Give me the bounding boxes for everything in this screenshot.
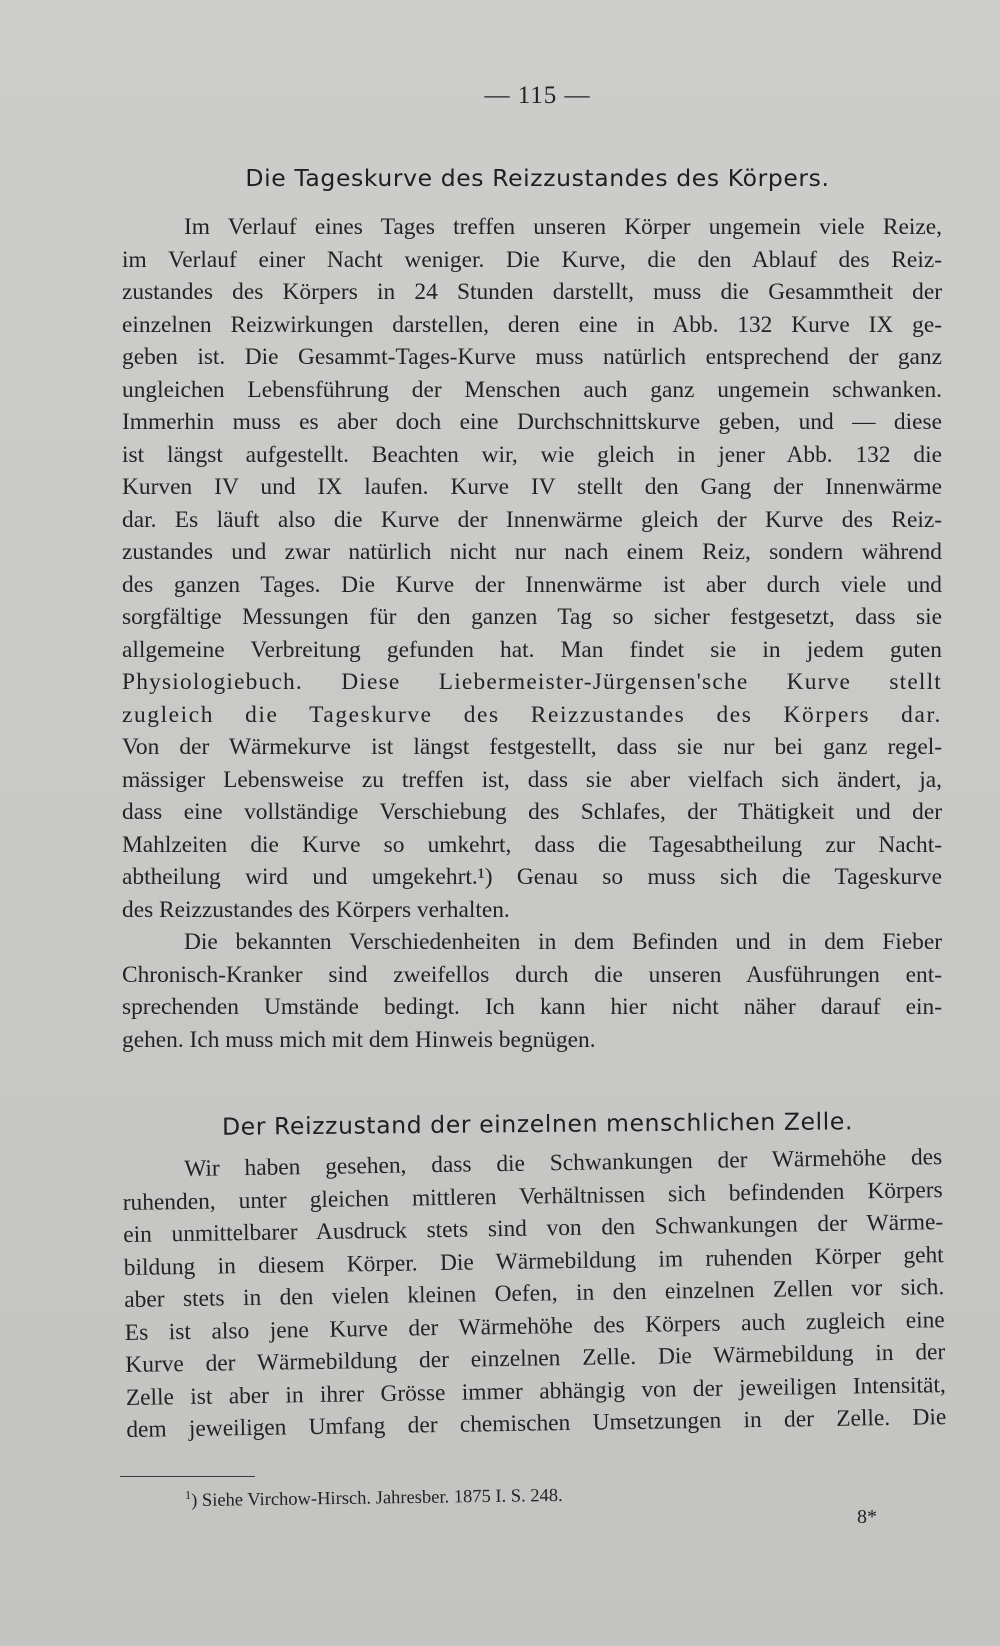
text-line: Mahlzeiten die Kurve so umkehrt, dass die Tagesabtheilung zur Nacht- xyxy=(122,831,942,858)
text-line: ungleichen Lebensführung der Menschen auch ganz ungemein schwanken. xyxy=(122,376,942,403)
footnote-text: ) Siehe Virchow-Hirsch. Jahresber. 1875 I. S. 248. xyxy=(191,1485,563,1512)
footnote-marker: 1 xyxy=(185,1487,192,1502)
section-text-tageskurve xyxy=(122,211,942,1056)
text-line: geben ist. Die Gesammt-Tages-Kurve muss natürlich entsprechend der ganz xyxy=(122,344,942,370)
text-line: einzelnen Reizwirkungen darstellen, deren eine in Abb. 132 Kurve IX ge- xyxy=(122,311,942,338)
text-line: Kurven IV und IX laufen. Kurve IV stellt den Gang der Innenwärme xyxy=(122,474,942,500)
text-line: des ganzen Tages. Die Kurve der Innenwärme ist aber durch viele und xyxy=(122,571,942,598)
footnote-divider xyxy=(120,1476,255,1477)
text-line: Kurve der Wärmebildung der einzelnen Zelle. Die Wärmebildung in der xyxy=(125,1339,946,1378)
text-line: ist längst aufgestellt. Beachten wir, wie gleich in jener Abb. 132 die xyxy=(122,441,942,468)
text-line: dar. Es läuft also die Kurve der Innenwärme gleich der Kurve des Reiz- xyxy=(122,506,942,533)
text-line: Zelle ist aber in ihrer Grösse immer abhängig von der jeweiligen Intensität, xyxy=(125,1371,946,1411)
text-line: allgemeine Verbreitung gefunden hat. Man findet sie in jedem guten xyxy=(122,636,942,663)
text-line: Physiologiebuch. Diese Liebermeister-Jürgensen'sche Kurve stellt xyxy=(122,669,942,695)
text-line: bildung in diesem Körper. Die Wärmebildung im ruhenden Körper geht xyxy=(123,1241,944,1281)
text-line: dass eine vollständige Verschiebung des Schlafes, der Thätigkeit und der xyxy=(122,799,942,825)
text-line: ruhenden, unter gleichen mittleren Verhältnissen sich befindenden Körpers xyxy=(122,1176,943,1216)
text-line: ein unmittelbarer Ausdruck stets sind von den Schwankungen der Wärme- xyxy=(123,1209,944,1248)
footnote xyxy=(185,1483,563,1512)
text-line: gehen. Ich muss mich mit dem Hinweis begnügen. xyxy=(122,1026,596,1053)
text-line: Von der Wärmekurve ist längst festgestellt, dass sie nur bei ganz regel- xyxy=(122,734,942,760)
text-line: Es ist also jene Kurve der Wärmehöhe des Körpers auch zugleich eine xyxy=(124,1306,945,1346)
text-line: Die bekannten Verschiedenheiten in dem Befinden und in dem Fieber xyxy=(184,929,942,955)
text-line: zustandes des Körpers in 24 Stunden darstellt, muss die Gesammtheit der xyxy=(122,279,942,305)
text-line: Chronisch-Kranker sind zweifellos durch die unseren Ausführungen ent- xyxy=(122,961,942,988)
text-line: mässiger Lebensweise zu treffen ist, dass sie aber vielfach sich ändert, ja, xyxy=(122,766,942,793)
text-line: sorgfältige Messungen für den ganzen Tag so sicher festgesetzt, dass sie xyxy=(122,604,942,630)
section-heading-tageskurve: Die Tageskurve des Reizzustandes des Körpers. xyxy=(245,164,830,192)
text-line: dem jeweiligen Umfang der chemischen Umsetzungen in der Zelle. Die xyxy=(126,1404,947,1443)
text-line: aber stets in den vielen kleinen Oefen, in den einzelnen Zellen vor sich. xyxy=(124,1274,945,1313)
text-line: Im Verlauf eines Tages treffen unseren Körper ungemein viele Reize, xyxy=(184,214,942,240)
text-line: zugleich die Tageskurve des Reizzustandes des Körpers dar. xyxy=(122,701,942,728)
text-line: sprechenden Umstände bedingt. Ich kann hier nicht näher darauf ein- xyxy=(122,994,942,1020)
page-number: — 115 — xyxy=(484,82,591,109)
section-text-zelle xyxy=(122,1141,946,1446)
section-heading-zelle: Der Reizzustand der einzelnen menschlichen Zelle. xyxy=(221,1107,854,1141)
text-line: im Verlauf einer Nacht weniger. Die Kurve, die den Ablauf des Reiz- xyxy=(122,246,942,273)
text-line: zustandes und zwar natürlich nicht nur nach einem Reiz, sondern während xyxy=(122,539,942,565)
text-line: des Reizzustandes des Körpers verhalten. xyxy=(122,896,510,923)
text-line: Wir haben gesehen, dass die Schwankungen der Wärmehöhe des xyxy=(184,1144,943,1183)
signature-mark: 8* xyxy=(857,1506,877,1528)
text-line: Immerhin muss es aber doch eine Durchschnittskurve geben, und — diese xyxy=(122,409,942,435)
text-line: abtheilung wird und umgekehrt.¹) Genau so muss sich die Tageskurve xyxy=(122,864,942,890)
